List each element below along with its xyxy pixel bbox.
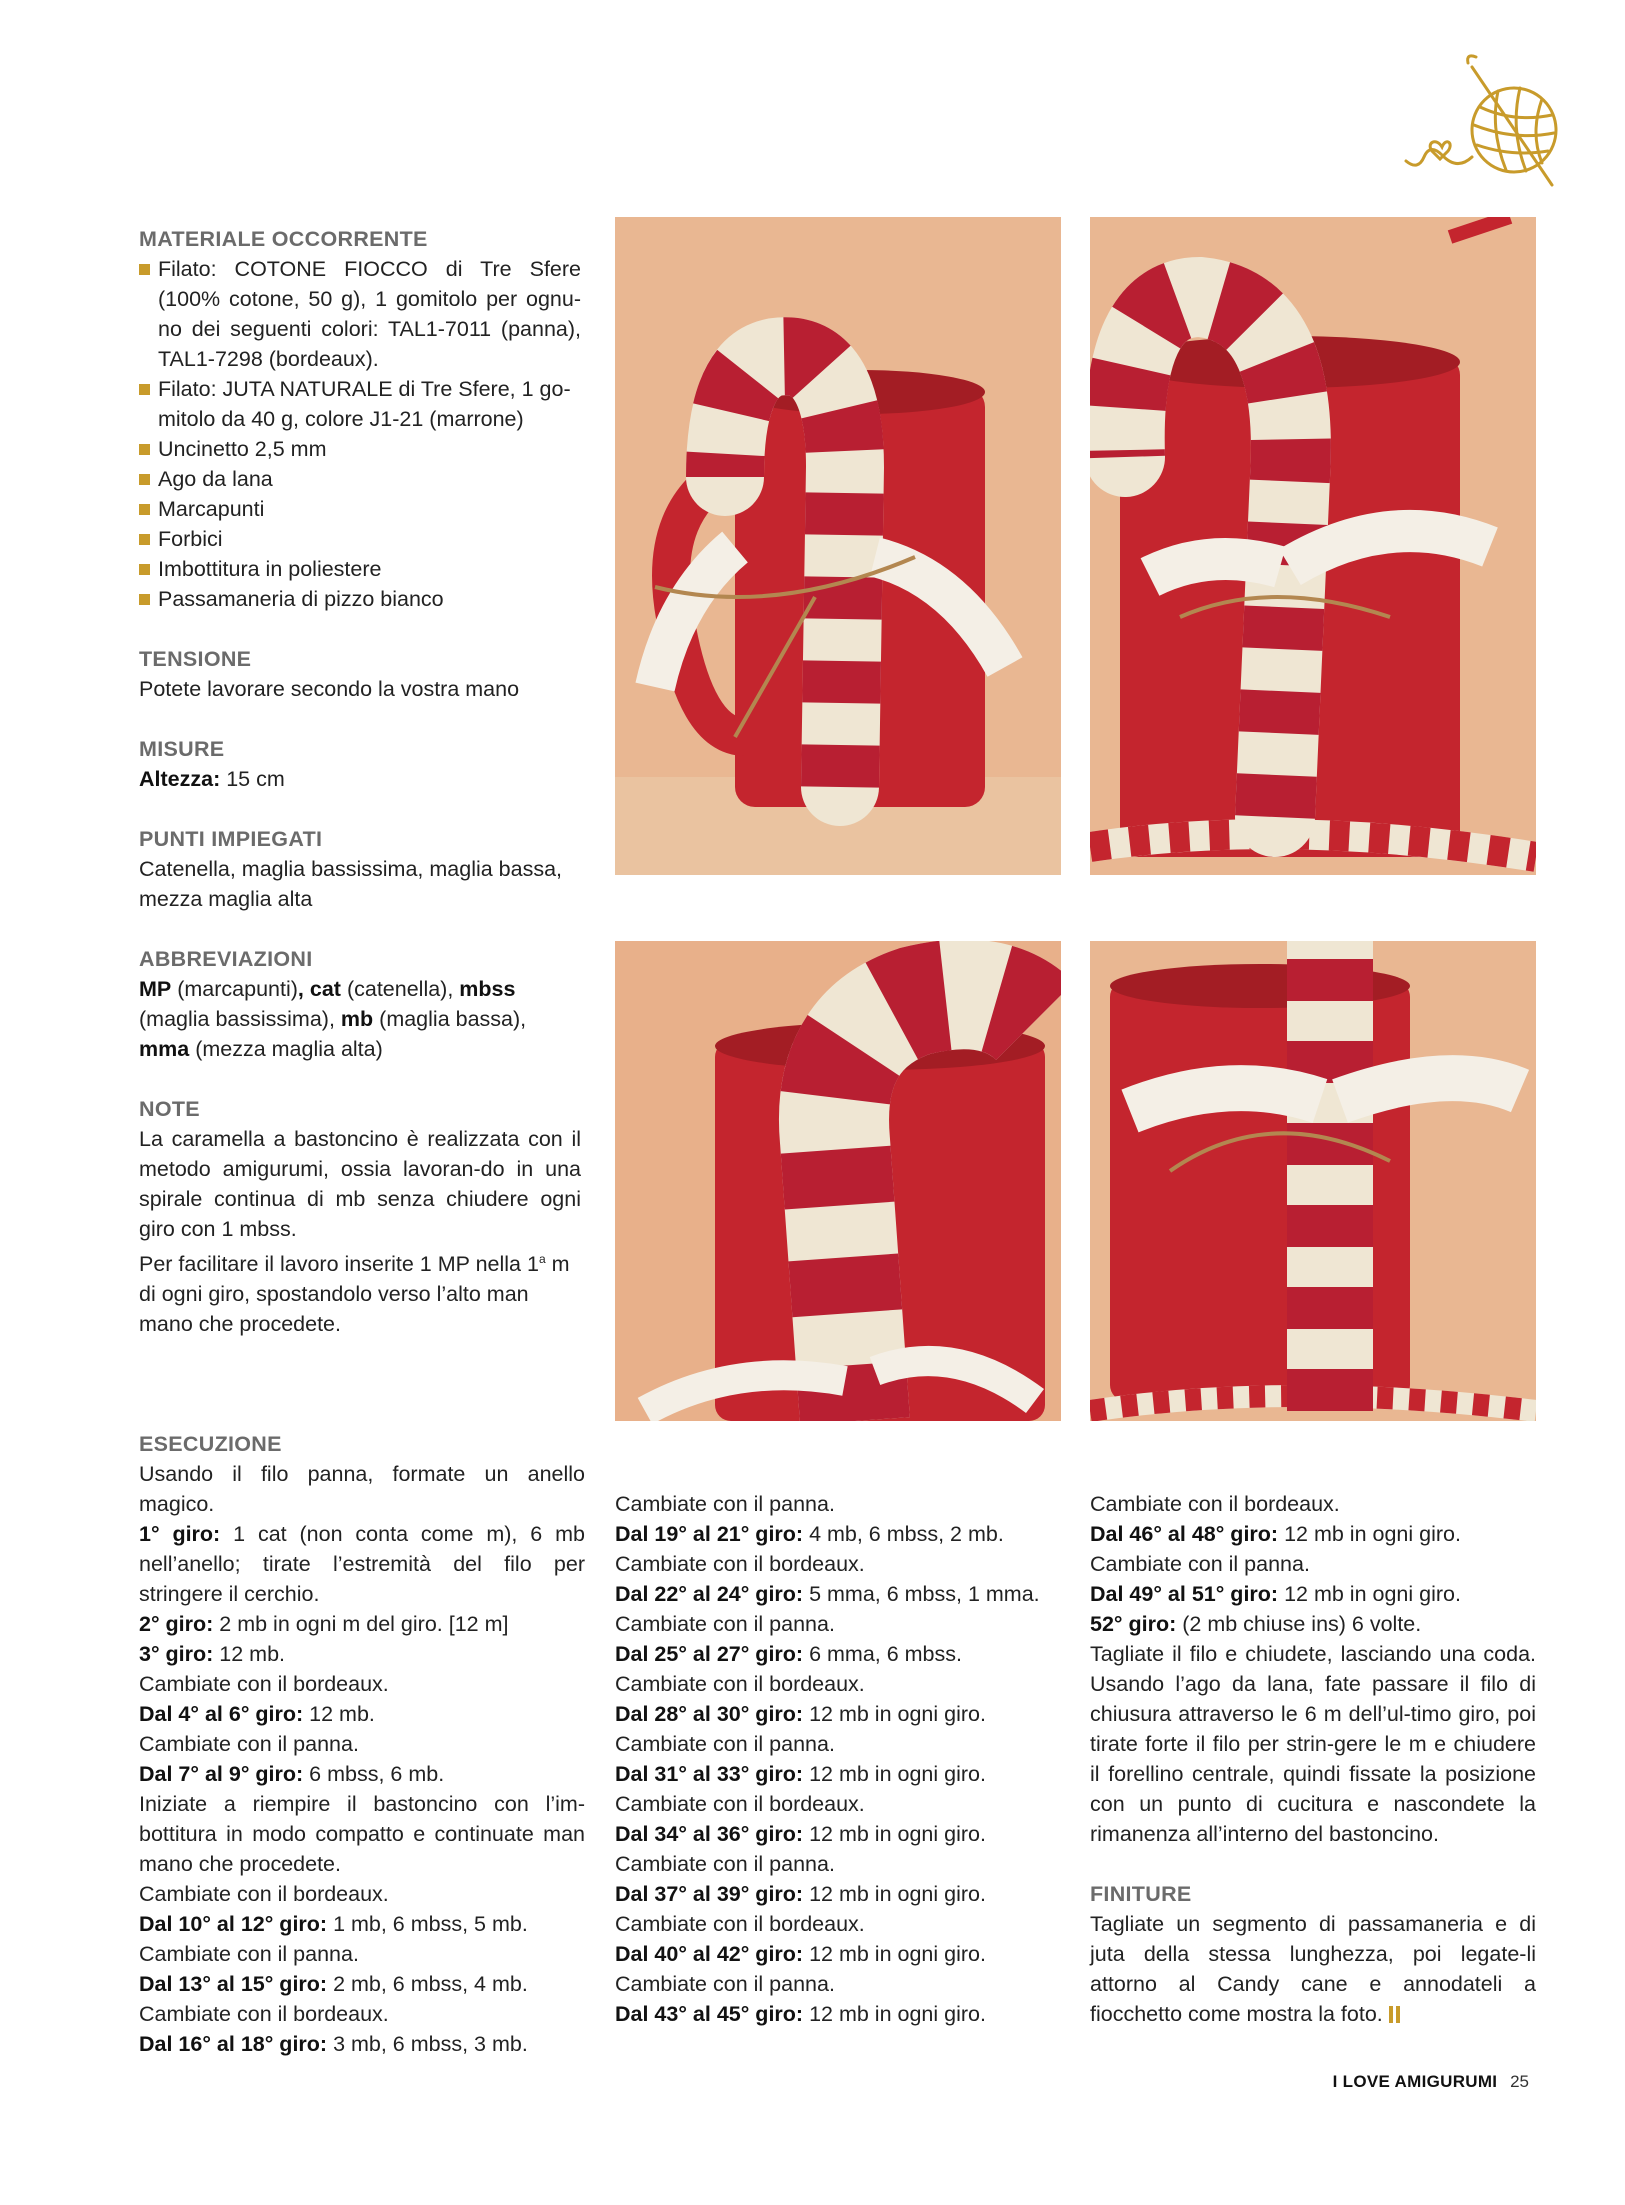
execution-line: Dal 4° al 6° giro: 12 mb. <box>139 1702 375 1726</box>
execution-line: Cambiate con il panna. <box>615 1972 835 1996</box>
execution-line: Dal 19° al 21° giro: 4 mb, 6 mbss, 2 mb. <box>615 1522 1004 1546</box>
execution-line: Cambiate con il bordeaux. <box>615 1792 865 1816</box>
photo-candy-cane-4 <box>1090 941 1536 1421</box>
execution-line: Cambiate con il panna. <box>1090 1552 1310 1576</box>
execution-line: Dal 25° al 27° giro: 6 mma, 6 mbss. <box>615 1642 962 1666</box>
materials-item: Marcapunti <box>139 494 581 524</box>
execution-line: Tagliate il filo e chiudete, lasciando una coda. Usando l’ago da lana, fate passare il filo di chiusura attraverso le 6 m dell’ul-timo giro, poi tirate forte il filo per strin-gere le m e chiudere il forellino centrale, quindi fissate la posizione con un punto di cucitura e nascondete la rimanenza all’interno del bastoncino. <box>1090 1642 1536 1846</box>
bullet-square-icon <box>139 534 150 545</box>
tension-text: Potete lavorare secondo la vostra mano <box>139 677 520 701</box>
materials-item: Filato: JUTA NATURALE di Tre Sfere, 1 go-mitolo da 40 g, colore J1-21 (marrone) <box>139 374 581 434</box>
abbreviations-text: MP (marcapunti), cat (catenella), mbss (maglia bassissima), mb (maglia bassa), mma (mezza maglia alta) <box>139 977 527 1061</box>
materials-heading: MATERIALE OCCORRENTE <box>139 227 428 251</box>
bullet-square-icon <box>139 264 150 275</box>
sizes-heading: MISURE <box>139 737 225 761</box>
photo-candy-cane-1 <box>615 217 1061 875</box>
execution-heading: ESECUZIONE <box>139 1432 282 1456</box>
execution-line: Cambiate con il panna. <box>615 1612 835 1636</box>
bullet-square-icon <box>139 474 150 485</box>
materials-item: Imbottitura in poliestere <box>139 554 581 584</box>
execution-line: Dal 49° al 51° giro: 12 mb in ogni giro. <box>1090 1582 1461 1606</box>
execution-line: Dal 16° al 18° giro: 3 mb, 6 mbss, 3 mb. <box>139 2032 528 2056</box>
execution-line: Dal 10° al 12° giro: 1 mb, 6 mbss, 5 mb. <box>139 1912 528 1936</box>
stitches-heading: PUNTI IMPIEGATI <box>139 827 323 851</box>
finishing-heading: FINITURE <box>1090 1882 1192 1906</box>
page-number: 25 <box>1510 2072 1529 2091</box>
execution-line: Dal 7° al 9° giro: 6 mbss, 6 mb. <box>139 1762 445 1786</box>
execution-line: Dal 22° al 24° giro: 5 mma, 6 mbss, 1 mma. <box>615 1582 1040 1606</box>
execution-line: Cambiate con il panna. <box>139 1942 359 1966</box>
tension-heading: TENSIONE <box>139 647 252 671</box>
bullet-square-icon <box>139 384 150 395</box>
materials-item: Forbici <box>139 524 581 554</box>
execution-line: Dal 13° al 15° giro: 2 mb, 6 mbss, 4 mb. <box>139 1972 528 1996</box>
execution-line: Cambiate con il panna. <box>139 1732 359 1756</box>
execution-line: Dal 40° al 42° giro: 12 mb in ogni giro. <box>615 1942 986 1966</box>
execution-line: Iniziate a riempire il bastoncino con l’im-bottitura in modo compatto e continuate man mano che procedete. <box>139 1792 585 1876</box>
execution-line: Cambiate con il panna. <box>615 1492 835 1516</box>
execution-line: Dal 46° al 48° giro: 12 mb in ogni giro. <box>1090 1522 1461 1546</box>
execution-line: 2° giro: 2 mb in ogni m del giro. [12 m] <box>139 1612 509 1636</box>
photo-candy-cane-2 <box>1090 217 1536 875</box>
bullet-square-icon <box>139 504 150 515</box>
materials-item: Passamaneria di pizzo bianco <box>139 584 581 614</box>
execution-line: Cambiate con il bordeaux. <box>615 1552 865 1576</box>
execution-line: Dal 28° al 30° giro: 12 mb in ogni giro. <box>615 1702 986 1726</box>
execution-line: Dal 43° al 45° giro: 12 mb in ogni giro. <box>615 2002 986 2026</box>
execution-line: Dal 37° al 39° giro: 12 mb in ogni giro. <box>615 1882 986 1906</box>
materials-item: Filato: COTONE FIOCCO di Tre Sfere (100% cotone, 50 g), 1 gomitolo per ognu-no dei seguenti colori: TAL1-7011 (panna), TAL1-7298 (bordeaux). <box>139 254 581 374</box>
bullet-square-icon <box>139 444 150 455</box>
execution-line: 3° giro: 12 mb. <box>139 1642 286 1666</box>
execution-line: Dal 31° al 33° giro: 12 mb in ogni giro. <box>615 1762 986 1786</box>
execution-line: 1° giro: 1 cat (non conta come m), 6 mb nell’anello; tirate l’estremità del filo per stringere il cerchio. <box>139 1522 585 1606</box>
execution-line: 52° giro: (2 mb chiuse ins) 6 volte. <box>1090 1612 1422 1636</box>
magazine-name: I LOVE AMIGURUMI <box>1332 2072 1498 2091</box>
execution-line: Cambiate con il bordeaux. <box>615 1912 865 1936</box>
note-text-2: Per facilitare il lavoro inserite 1 MP nella 1$^a$ m di ogni giro, spostandolo verso l’alto man mano che procedete. <box>139 1252 570 1337</box>
sizes-text: Altezza: 15 cm <box>139 767 285 791</box>
note-heading: NOTE <box>139 1097 200 1121</box>
bullet-square-icon <box>139 594 150 605</box>
bullet-square-icon <box>139 564 150 575</box>
execution-line: Cambiate con il panna. <box>615 1732 835 1756</box>
execution-line: Cambiate con il bordeaux. <box>615 1672 865 1696</box>
execution-line: Dal 34° al 36° giro: 12 mb in ogni giro. <box>615 1822 986 1846</box>
materials-item: Ago da lana <box>139 464 581 494</box>
yarn-logo-icon <box>1402 45 1582 195</box>
photo-candy-cane-3 <box>615 941 1061 1421</box>
finishing-text: Tagliate un segmento di passamaneria e di juta della stessa lunghezza, poi legate-li attorno al Candy cane e annodateli a fiocchetto come mostra la foto. <box>1090 1912 1536 2026</box>
abbreviations-heading: ABBREVIAZIONI <box>139 947 313 971</box>
execution-line: Cambiate con il panna. <box>615 1852 835 1876</box>
execution-line: Usando il filo panna, formate un anello magico. <box>139 1462 585 1516</box>
stitches-text: Catenella, maglia bassissima, maglia bassa, mezza maglia alta <box>139 857 563 911</box>
materials-item: Uncinetto 2,5 mm <box>139 434 581 464</box>
page-footer <box>1333 2072 1529 2092</box>
execution-line: Cambiate con il bordeaux. <box>139 1882 389 1906</box>
end-mark-icon <box>1389 2006 1393 2023</box>
note-text: La caramella a bastoncino è realizzata con il metodo amigurumi, ossia lavoran-do in una spirale continua di mb senza chiudere ogni giro con 1 mbss. <box>139 1127 581 1241</box>
execution-line: Cambiate con il bordeaux. <box>139 1672 389 1696</box>
execution-line: Cambiate con il bordeaux. <box>1090 1492 1340 1516</box>
execution-line: Cambiate con il bordeaux. <box>139 2002 389 2026</box>
